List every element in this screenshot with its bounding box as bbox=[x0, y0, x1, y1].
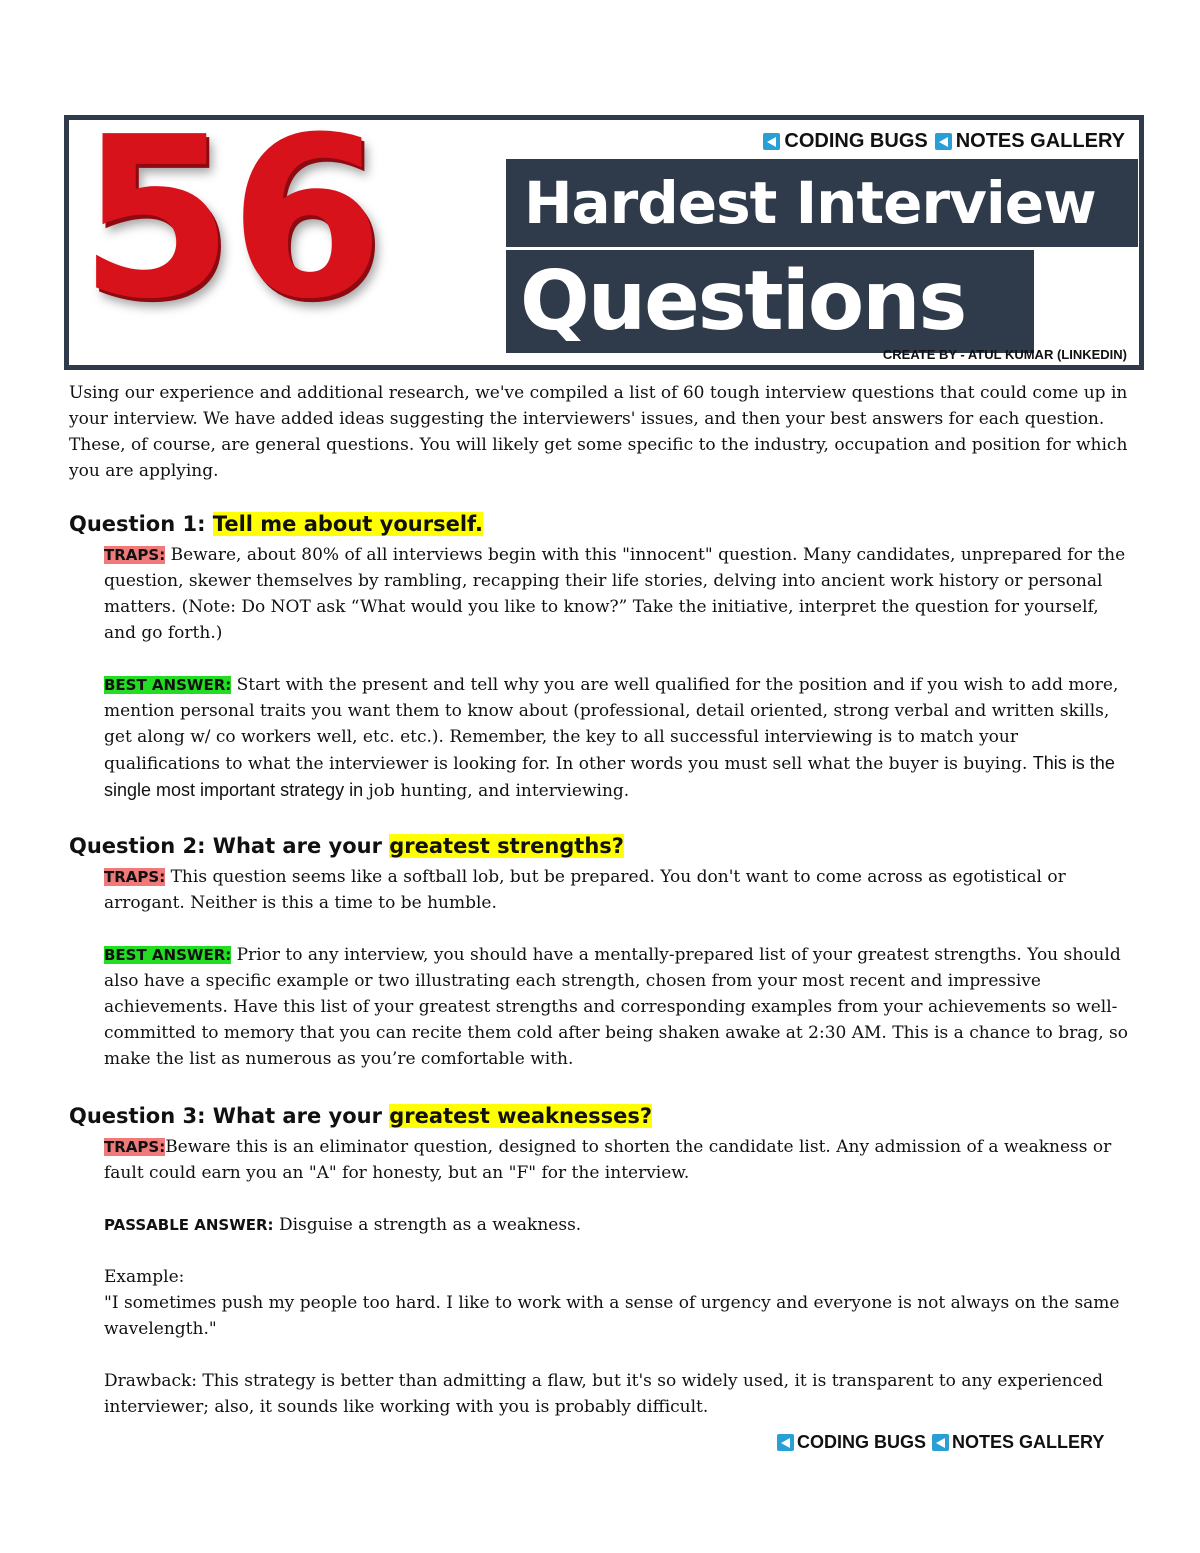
brand-coding-bugs[interactable]: CODING BUGS bbox=[784, 130, 928, 152]
question-1-traps-text: Beware, about 80% of all interviews begin with this "innocent" question. Many candidates, unprepared for the question, skewer themselves by rambling, recapping their life stories, delving into ancient work history or personal matters. (Note: Do NOT ask “What would you like to know?” Take the initiative, interpret the question for yourself, and go forth.) bbox=[104, 545, 1126, 643]
footer-brand-coding-bugs[interactable]: CODING BUGS bbox=[797, 1432, 927, 1452]
traps-label: TRAPS: bbox=[104, 868, 166, 886]
question-2-best-answer bbox=[104, 942, 1134, 1072]
question-1-highlight: Tell me about yourself. bbox=[212, 512, 483, 536]
question-2-traps bbox=[104, 864, 1134, 916]
question-2-highlight: greatest strengths? bbox=[389, 834, 624, 858]
footer-brand-notes-gallery[interactable]: NOTES GALLERY bbox=[952, 1432, 1105, 1452]
question-3-heading bbox=[69, 1102, 1139, 1130]
question-1-best-text: Start with the present and tell why you are well qualified for the position and if you wish to add more, mention personal traits you want them to know about (professional, detail oriented, strong verbal and written skills, get along w/ co workers well, etc. etc.). Remember, the key to all successful interviewing is to match your qualifications to what the interviewer is looking for. In other words you must sell what the buyer is buying. bbox=[104, 675, 1119, 774]
question-1-best-emphasis: This is the single most important strategy in bbox=[104, 753, 1115, 800]
banner-number: 56 bbox=[79, 115, 380, 348]
question-2-best-text: Prior to any interview, you should have a mentally-prepared list of your greatest strengths. You should also have a specific example or two illustrating each strength, chosen from your most recent and impressive achievements. Have this list of your greatest strengths and corresponding examples from your achievements so well-committed to memory that you can recite them cold after being shaken awake at 2:30 AM. This is a chance to brag, so make the list as numerous as you’re comfortable with. bbox=[104, 945, 1128, 1069]
telegram-icon bbox=[935, 133, 952, 150]
banner-title-line2: Questions bbox=[506, 250, 1034, 353]
question-3-drawback: Drawback: This strategy is better than admitting a flaw, but it's so widely used, it is transparent to any experienced interviewer; also, it sounds like working with you is probably difficult. bbox=[104, 1371, 1104, 1417]
traps-label: TRAPS: bbox=[104, 546, 166, 564]
telegram-icon bbox=[763, 133, 780, 150]
best-answer-label: BEST ANSWER: bbox=[104, 676, 232, 694]
banner-brand-line bbox=[763, 130, 1125, 153]
traps-label: TRAPS: bbox=[104, 1138, 166, 1156]
question-3-traps bbox=[104, 1134, 1134, 1186]
question-2-traps-text: This question seems like a softball lob, but be prepared. You don't want to come across as egotistical or arrogant. Neither is this a time to be humble. bbox=[104, 867, 1066, 913]
question-2-prefix: Question 2: What are your bbox=[69, 834, 390, 858]
question-1-traps bbox=[104, 542, 1134, 646]
question-3-passable-text: Disguise a strength as a weakness. bbox=[273, 1215, 582, 1235]
best-answer-label: BEST ANSWER: bbox=[104, 946, 232, 964]
intro-paragraph: Using our experience and additional research, we've compiled a list of 60 tough interview questions that could come up in your interview. We have added ideas suggesting the interviewers' issues, and then your best answers for each question. These, of course, are general questions. You will likely get some specific to the industry, occupation and position for which you are applying. bbox=[69, 383, 1128, 481]
brand-notes-gallery[interactable]: NOTES GALLERY bbox=[955, 130, 1125, 152]
passable-answer-label: PASSABLE ANSWER: bbox=[104, 1216, 274, 1234]
question-2-heading bbox=[69, 832, 1139, 860]
question-1-best-end: job hunting, and interviewing. bbox=[363, 781, 630, 801]
banner-title-line1: Hardest Interview bbox=[506, 159, 1138, 247]
question-3-traps-text: Beware this is an eliminator question, designed to shorten the candidate list. Any admission of a weakness or fault could earn you an "A" for honesty, but an "F" for the interview. bbox=[104, 1137, 1112, 1183]
telegram-icon bbox=[932, 1434, 949, 1451]
question-3-prefix: Question 3: What are your bbox=[69, 1104, 390, 1128]
question-3-example-text: "I sometimes push my people too hard. I like to work with a sense of urgency and everyone is not always on the same wavelength." bbox=[104, 1293, 1120, 1339]
question-3-highlight: greatest weaknesses? bbox=[389, 1104, 653, 1128]
question-1-heading bbox=[69, 510, 1139, 538]
question-1-prefix: Question 1: bbox=[69, 512, 213, 536]
telegram-icon bbox=[777, 1434, 794, 1451]
question-1-best-answer bbox=[104, 672, 1134, 804]
footer-brand-line bbox=[777, 1432, 1104, 1453]
question-3-passable-answer bbox=[104, 1212, 1134, 1238]
banner-creator-credit: CREATE BY - ATUL KUMAR (LINKEDIN) bbox=[882, 347, 1127, 362]
question-3-example-label: Example: bbox=[104, 1267, 185, 1287]
header-banner bbox=[64, 115, 1144, 370]
